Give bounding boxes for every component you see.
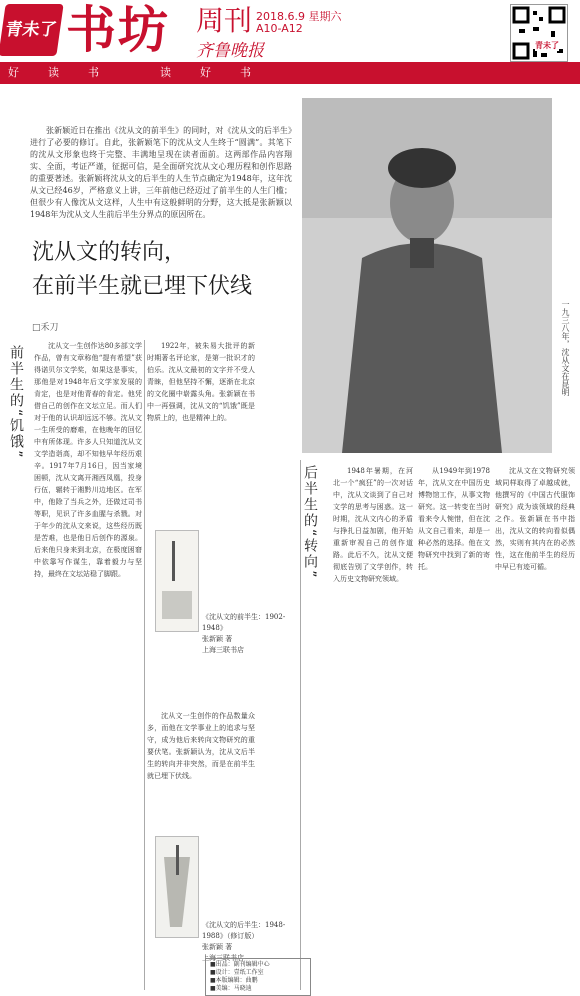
article-column: 沈从文一生创作达80多部文学作品，曾有文章称他“提有希望”获得诺贝尔文学奖，如果这是事实，那他是对1948年后文学家发展的肯定，也是对他青春的肯定。他凭借自己的创作在文坛立足。而人们对于他的认识却远远不够。沈从文一生所受的磨难，在他晚年的回忆中有所体现。许多人只知道沈从文文学造诣高，却不知他早年经历艰辛。1917年7月16日，因当家境困顿，沈从文离开湘西凤凰，投身行伍，辗转于湘黔川边地区。在军中，他除了当兵之外，还做过司书等职，见识了许多血腥与杀戮。对于年少的沈从文来说，这些经历既是苦难，也是他日后创作的源泉。后来他只身来到北京，在极度困窘中依靠写作谋生，靠着毅力与坚持，最终在文坛站稳了脚跟。: [34, 342, 142, 578]
slogan-char: 读: [48, 66, 65, 79]
portrait-photo: [302, 98, 552, 453]
slogan-bar: [0, 62, 580, 84]
book-title: 《沈从文的前半生：1902-1948》: [202, 613, 286, 632]
article-column: 沈从文一生创作的作品数量众多，而他在文学事业上的追求与坚守，成为他后来转向文物研究的重要伏笔。张新颖认为，沈从文后半生的转向并非突然，而是在前半生就已埋下伏线。: [147, 712, 255, 780]
book-caption: [202, 612, 292, 656]
book-title: 《沈从文的后半生：1948-1988》（修订版）: [202, 921, 286, 940]
book-author: 张新颖 著: [202, 943, 233, 951]
weekly-label: 周刊: [196, 4, 253, 37]
issue-date: 2018.6.9 星期六: [256, 10, 342, 23]
slogan-char: 书: [240, 66, 257, 79]
credit-line: ■设计：壹纸工作室: [210, 969, 264, 976]
brand-logo-badge: 青未了: [0, 4, 64, 56]
book-publisher: 上海三联书店: [202, 954, 244, 962]
photo-caption: 一九三八年，沈从文在昆明: [561, 300, 570, 396]
headline-line: 沈从文的转向，: [32, 240, 187, 265]
book-cover-first-half: [155, 530, 199, 632]
section-title-second-half: 后半生的“转向”: [302, 465, 318, 580]
article-column: 沈从文在文物研究领域同样取得了卓越成就，他撰写的《中国古代服饰研究》成为该领域的经典之作。张新颖在书中指出，沈从文的转向看似偶然，实则有其内在的必然性，这在他前半生的经历中早已有迹可循。: [495, 467, 575, 571]
column-divider: [144, 340, 145, 990]
book-author: 张新颖 著: [202, 635, 233, 643]
page-range: A10-A12: [256, 22, 303, 35]
newspaper-name: 齐鲁晚报: [196, 41, 264, 61]
credit-line: ■美编：马晓迪: [210, 985, 252, 992]
headline: [32, 236, 302, 304]
slogan-char: 好: [8, 66, 25, 79]
slogan-char: 书: [88, 66, 105, 79]
section-title-first-half: 前半生的“饥饿”: [8, 345, 24, 460]
article-intro: 张新颖近日在推出《沈从文的前半生》的同时，对《沈从文的后半生》进行了必要的修订。自此，张新颖笔下的沈从文人生终于“圆满”。其笔下的沈从文形象也终于完整、丰满地呈现在读者面前。这两部作品内容翔实、全面，考证严谨，征据可信，是全面研究沈从文心理历程和创作思路的重要著述。张新颖将沈从文的后半生的人生节点确定为1948年，这年沈从文已经46岁，严格意义上讲，三年前他已经迈过了前半生的人生门槛；但很少有人像沈从文这样，人生中有这般鲜明的分野，这大抵是张新颖以1948年为沈从文人生前后半生分界点的原因所在。: [30, 126, 292, 219]
slogan-char: 好: [200, 66, 217, 79]
column-divider: [300, 460, 301, 990]
section-brand: 书坊: [66, 1, 170, 59]
article-column: 1922年，被朱易大批评的新时期著名评论家，是第一批识才的伯乐。沈从文最初的文字并不受人青睐，但他坚持不懈，逐渐在北京的文化圈中崭露头角。张新颖在书中一再强调，沈从文的“饥饿”既是物质上的，也是精神上的。: [147, 342, 255, 422]
book-cover-second-half: [155, 836, 199, 938]
credit-line: ■本版编辑：曲鹏: [210, 977, 258, 984]
editorial-credits: [205, 958, 311, 996]
article-column: 1948年暑期，在河北一个“疯狂”的一次对话中，沈从文谈到了自己对文学的思考与困惑。这一时期，沈从文内心的矛盾与挣扎日益加剧，他开始重新审视自己的创作道路。此后不久，沈从文便彻底告别了文学创作，转入历史文物研究领域。: [333, 467, 413, 583]
slogan-char: 读: [160, 66, 177, 79]
article-column: 从1949年到1978年，沈从文在中国历史博物馆工作，从事文物研究。这一转变在当时看来令人惋惜，但在沈从文自己看来，却是一种必然的选择。他在文物研究中找到了新的寄托。: [418, 467, 490, 571]
credit-line: ■出品：副刊编辑中心: [210, 961, 270, 968]
qr-code-label: 青未了: [535, 41, 559, 50]
headline-line: 在前半生就已埋下伏线: [32, 274, 253, 299]
book-publisher: 上海三联书店: [202, 646, 244, 654]
qr-code-icon: [510, 4, 568, 62]
author-byline: □禾刀: [32, 323, 59, 333]
